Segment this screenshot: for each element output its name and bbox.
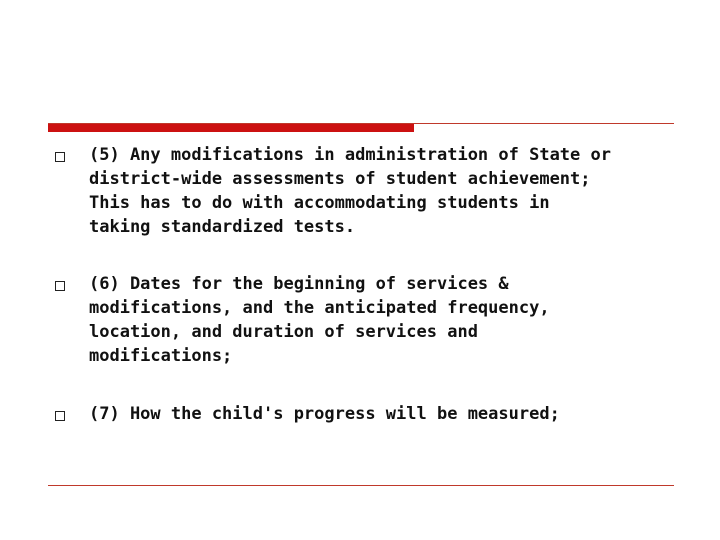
square-bullet-icon <box>55 411 65 421</box>
list-item-text: (6) Dates for the beginning of services & modifications, and the anticipated frequency, location, and duration of services and modifications; <box>89 274 550 366</box>
bottom-divider <box>48 485 674 486</box>
list-item-text: (5) Any modifications in administration of State or district-wide assessments of student achievement; This has to do with accommodating students in taking standardized tests. <box>89 145 611 237</box>
list-item-text: (7) How the child's progress will be measured; <box>89 404 560 424</box>
square-bullet-icon <box>55 281 65 291</box>
square-bullet-icon <box>55 152 65 162</box>
